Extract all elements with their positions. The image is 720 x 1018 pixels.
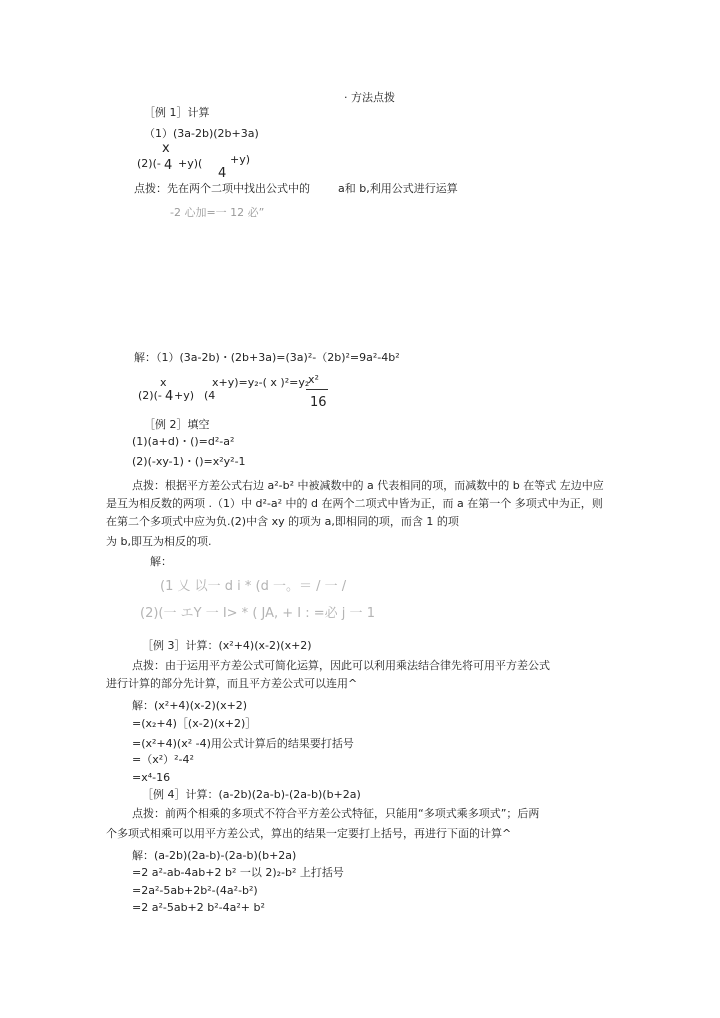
example-2-solution-heading: 解： xyxy=(150,555,172,568)
example-4-step-3: =2a²-5ab+2b²-(4a²-b²) xyxy=(132,884,258,897)
example-1-tip: 点拨：先在两个二项中找出公式中的 xyxy=(134,182,310,195)
example-1-solution-2-expr: x+y)=y₂-( x )²=y₂ xyxy=(212,376,310,389)
section-title: · 方法点拨 xyxy=(344,91,395,104)
example-1-solution-2-four: 4 xyxy=(165,389,174,404)
example-3-heading: ［例 3］计算：(x²+4)(x-2)(x+2) xyxy=(142,639,312,652)
example-1-solution-2-x: x xyxy=(160,376,167,389)
example-3-step-5: =x⁴-16 xyxy=(132,771,171,784)
example-4-heading: ［例 4］计算：(a-2b)(2a-b)-(2a-b)(b+2a) xyxy=(142,788,361,801)
example-1-solution-2-b: +y) xyxy=(174,389,195,402)
example-4-step-4: =2 a²-5ab+2 b²-4a²+ b² xyxy=(132,901,265,914)
example-3-step-3: =(x²+4)(x² -4)用公式计算后的结果要打括号 xyxy=(132,737,354,750)
example-3-step-2: =(x₂+4)［(x-2)(x+2)］ xyxy=(132,717,257,730)
example-1-tip-2: a和 b,利用公式进行运算 xyxy=(338,182,458,195)
example-4-tip-line-2: 个多项式相乘可以用平方差公式，算出的结果一定要打上括号，再进行下面的计算^ xyxy=(106,827,512,840)
example-1-item-2-x: x xyxy=(162,141,170,156)
example-1-item-2-four-2: 4 xyxy=(218,166,227,181)
example-3-step-1: 解：(x²+4)(x-2)(x+2) xyxy=(132,699,248,712)
example-1-solution-2-fraction-numerator: x² xyxy=(308,373,319,386)
example-2-heading: ［例 2］填空 xyxy=(144,418,210,431)
example-3-step-4: =（x²）²-4² xyxy=(132,753,194,766)
example-1-solution-1: 解：（1）(3a-2b)・(2b+3a)=(3a)²-（2b)²=9a²-4b² xyxy=(134,351,400,364)
example-1-solution-2-four-2: (4 xyxy=(204,389,216,402)
example-2-item-2: (2)(-xy-1)・()=x²y²-1 xyxy=(132,455,246,468)
example-1-item-2-four: 4 xyxy=(164,158,173,173)
example-2-garbled-2: (2)(一 エY 一 I> * ( JA, + I : =必 j 一 1 xyxy=(140,606,375,621)
fraction-bar xyxy=(306,389,328,390)
example-4-tip-line-1: 点拨：前两个相乘的多项式不符合平方差公式特征，只能用“多项式乘多项式”；后两 xyxy=(132,807,540,820)
example-1-garbled: -2 心加=一 12 必” xyxy=(170,206,265,219)
example-1-heading: ［例 1］计算 xyxy=(144,106,210,119)
example-2-tip-line-1: 点拨：根据平方差公式右边 a²-b² 中被减数中的 a 代表相同的项，而减数中的 b 在等式 左边中应 xyxy=(132,479,604,492)
example-1-item-2-c: +y) xyxy=(230,153,251,166)
example-3-tip-line-2: 进行计算的部分先计算，而且平方差公式可以连用^ xyxy=(106,677,358,690)
example-1-item-2-a: (2)(- xyxy=(137,157,161,170)
example-4-step-1: 解：(a-2b)(2a-b)-(2a-b)(b+2a) xyxy=(132,849,297,862)
example-2-garbled-1: (1 乂 以一 d i * (d 一。＝ / 一 / xyxy=(160,579,347,594)
example-3-tip-line-1: 点拨：由于运用平方差公式可简化运算，因此可以利用乘法结合律先将可用平方差公式 xyxy=(132,659,550,672)
example-1-solution-2-fraction-denominator: 16 xyxy=(310,395,327,410)
example-2-tip-line-3: 在第二个多项式中应为负.(2)中含 xy 的项为 a,即相同的项，而含 1 的项 xyxy=(106,515,459,528)
example-2-tip-line-4: 为 b,即互为相反的项. xyxy=(106,535,212,548)
example-2-tip-line-2: 是互为相反数的两项 .（1）中 d²-a² 中的 d 在两个二项式中皆为正，而 a 在第一个 多项式中为正，则 xyxy=(106,497,603,510)
example-4-step-2: =2 a²-ab-4ab+2 b² 一以 2)₂-b² 上打括号 xyxy=(132,866,344,879)
example-1-solution-2-a: (2)(- xyxy=(138,389,162,402)
example-1-item-2-b: +y)( xyxy=(178,157,203,170)
example-1-item-1: （1）(3a-2b)(2b+3a) xyxy=(144,127,259,140)
example-2-item-1: (1)(a+d)・()=d²-a² xyxy=(132,435,235,448)
